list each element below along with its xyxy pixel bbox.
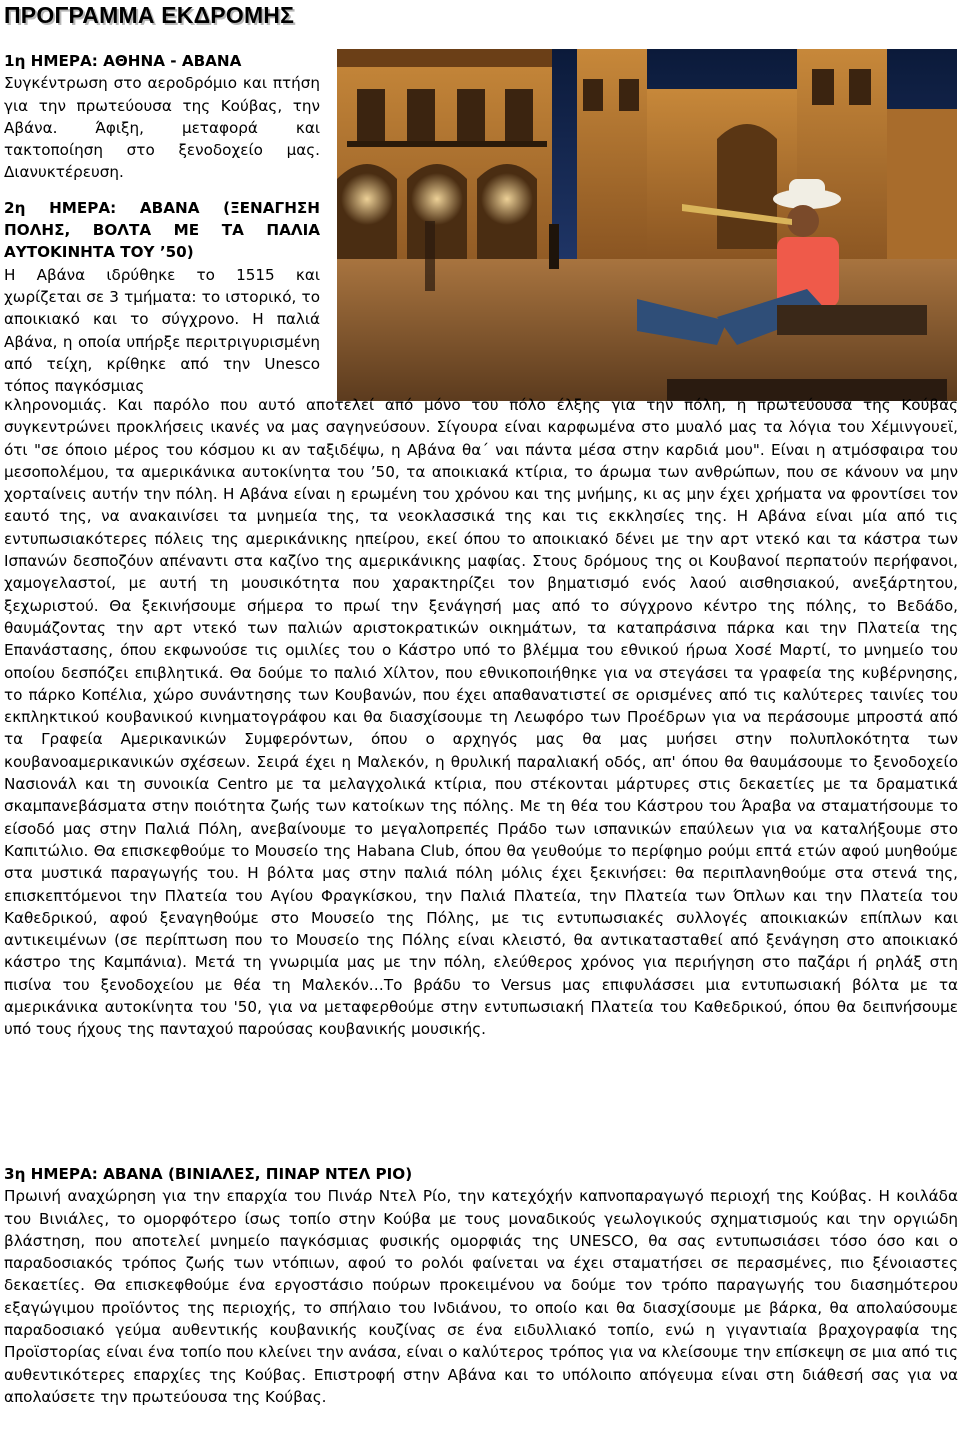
day1-text: Συγκέντρωση στο αεροδρόμιο και πτήση για την πρωτεύουσα της Κούβας, την Αβάνα. Άφιξη, μεταφορά και τακτοποίηση στο ξενοδοχείο μας. Διανυκτέρευση.: [4, 74, 320, 182]
havana-cathedral-photo: [337, 49, 957, 401]
day3-heading: 3η ΗΜΕΡΑ: ΑΒΑΝΑ (ΒΙΝΙΑΛΕΣ, ΠΙΝΑΡ ΝΤΕΛ ΡΙΟ): [4, 1165, 413, 1183]
day1-heading: 1η ΗΜΕΡΑ: ΑΘΗΝΑ - ΑΒΑΝΑ: [4, 52, 242, 70]
day3-section: [4, 1163, 958, 1408]
day2-heading: 2η ΗΜΕΡΑ: ΑΒΑΝΑ (ΞΕΝΑΓΗΣΗ ΠΟΛΗΣ, ΒΟΛΤΑ ΜΕ ΤΑ ΠΑΛΙΑ ΑΥΤΟΚΙΝΗΤΑ ΤΟΥ ’50): [4, 198, 320, 262]
day2-intro: Η Αβάνα ιδρύθηκε το 1515 και χωρίζεται σε 3 τμήματα: το ιστορικό, το αποικιακό και το σύγχρονο. Η παλιά Αβάνα, η οποία υπήρξε περιτριγυρισμένη από τείχη, κρίθηκε από την Unesco τόπος παγκόσμιας: [4, 265, 320, 396]
day2-continuation-block: [4, 394, 958, 1041]
day3-text: Πρωινή αναχώρηση για την επαρχία του Πινάρ Ντελ Ρίο, την κατεχόχήν καπνοπαραγωγό περιοχή της Κούβας. Η κοιλάδα του Βινιάλες, το ομορφότερο ίσως τοπίο στην Κούβα με τους μοναδικούς γεωλογικούς σχηματισμούς και την οργιώδη βλάστηση, που αποτελεί μνημείο παγκόσμιας φυσικής ομορφιάς της UNESCO, θα σας εντυπωσιάσει τόσο όσο και ο παραδοσιακός τρόπος ζωής των ντόπιων, αφού το ρολόι φαίνεται να έχει σταματήσει σε περασμένες, πιο ξένοιαστες δεκαετίες. Θα επισκεφθούμε ένα εργοστάσιο πούρων προκειμένου να δούμε τον τρόπο παραγωγής του διασημότερου εξαγώγιμου προϊόντος της περιοχής, το σπήλαιο του Ινδιάνου, το οποίο και θα διασχίσουμε με βάρκα, θα απολαύσουμε παραδοσιακό γεύμα αυθεντικής κουβανικής κουζίνας σε ένα ειδυλλιακό τοπίο, ενώ η γιγαντιαία βραχογραφία της Προϊστορίας είναι ένα τοπίο που κλείνει την ανάσα, είναι ο καλύτερος τρόπος για να κλείσουμε την επίσκεψη σε μια από τις αυθεντικότερες επαρχίες της Κούβας. Επιστροφή στην Αβάνα και το υπόλοιπο απόγευμα είναι στη διάθεσή σας για να απολαύσετε την πρωτεύουσα της Κούβας.: [4, 1187, 958, 1406]
page-title: ΠΡΟΓΡΑΜΜΑ ΕΚΔΡΟΜΗΣ: [4, 2, 295, 28]
top-left-column: [4, 50, 320, 397]
day2-continuation: κληρονομιάς. Και παρόλο που αυτό αποτελεί από μόνο του πόλο έλξης για την πόλη, η πρωτεύουσα της Κούβας συγκεντρώνει προκλήσεις ικανές να μας σαγηνεύσουν. Σίγουρα είναι καρφωμένα στο μυαλό μας τα λόγια του Χέμινγουεϊ, ότι "σε όποιο μέρος του κόσμου κι αν ταξιδέψω, η Αβάνα θα΄ ναι πάντα μέσα στην καρδιά μου". Είναι η ατμόσφαιρα του μεσοπολέμου, τα αμερικάνικα αυτοκίνητα του ’50, τα αποικιακά κτίρια, το άρωμα των ανθρώπων, που σε κάνουν να μην χορταίνεις αυτήν την πόλη. Η Αβάνα είναι η ερωμένη του χρόνου και της μνήμης, κι ας μην έχει χρήματα να φροντίσει τον εαυτό της, να ανακαινίσει τα μνημεία της, τα νεοκλασσικά της και τις εκκλησίες της. Η Αβάνα είναι μία από τις εντυπωσιακότερες πόλεις της αμερικάνικης ηπείρου, εκεί όπου το αποικιακό δένει με την αρτ ντεκό και τα κάστρα των Ισπανών δεσποζόυν απέναντι στα καζίνο της αμερικάνικης μαφίας. Στους δρόμους της οι Κουβανοί περπατούν περήφανοι, χαμογελαστοί, με αυτή τη μουσικότητα που χαρακτηρίζει τον βηματισμό ενός λαού αισθησιακού, ανεξάρτητου, ξεχωριστού. Θα ξεκινήσουμε σήμερα το πρωί την ξενάγησή μας από το σύγχρονο κέντρο της πόλης, το Βεδάδο, θαυμάζοντας την αρτ ντεκό των παλιών αριστοκρατικών οικημάτων, τα καταπράσινα πάρκα και την Πλατεία της Επανάστασης, όπου εκφωνούσε τις ομιλίες του ο Κάστρο υπό το βλέμμα του εθνικού ήρωα Χοσέ Μαρτί, το μνημείο του οποίου δεσπόζει επιβλητικά. Θα δούμε το παλιό Χίλτον, που εθνικοποιήθηκε για να στεγάσει τα γραφεία της κυβέρνησης, το πάρκο Κοπέλια, χώρο συνάντησης των Κουβανών, που έχει απαθανατιστεί σε ορισμένες από τις καλύτερες ταινίες του εκπληκτικού κουβανικού κινηματογράφου και θα διασχίσουμε τη Λεωφόρο των Προέδρων για να περάσουμε μπροστά από τα Γραφεία Αμερικανικών Συμφερόντων, όπου ο αρχηγός μας θα μας μυήσει στην πολυπλοκότητα των κουβανοαμερικανικών σχέσεων. Σειρά έχει η Μαλεκόν, η θρυλική παραλιακή οδός, απ' όπου θα θαυμάσουμε το ξενοδοχείο Νασιονάλ και τη συνοικία Centro με τα μελαγχολικά κτίρια, που στέκονται μάρτυρες στις δεκαετίες με τα δραματικά σκαμπανεβάσματα στην ποιότητα ζωής των κατοίκων της πόλης. Με τη θέα του Κάστρου του Άραβα να σταματήσουμε το είσοδό μας στην Παλιά Πόλη, ανεβαίνουμε το μεγαλοπρεπές Πράδο των ισπανικών επαύλεων για να καταλήξουμε στο Καπιτώλιο. Θα επισκεφθούμε το Μουσείο της Habana Club, όπου θα γευθούμε το περίφημο ρούμι επτά ετών αφού μυηθούμε στα μυστικά παραγωγής του. Η βόλτα μας στην παλιά πόλη μόλις έχει ξεκινήσει: θα περιπλανηθούμε στα στενά της, επισκεπτόμενοι την Πλατεία του Αγίου Φραγκίσκου, την Παλιά Πλατεία, την Πλατεία των Όπλων και την Πλατεία του Καθεδρικού, αφού ξεναγηθούμε στο Μουσείο της Πόλης, με τις εντυπωσιακές συλλογές αποικιακών επίπλων και αντικειμένων (σε περίπτωση που το Μουσείο της Πόλης είναι κλειστό, θα αντικατασταθεί από ξενάγηση στο αποικιακό κάστρο της Καμπάνια). Μετά τη γνωριμία μας με την πόλη, ελεύθερος χρόνος για περιήγηση στο παζάρι ή ρηλάξ στη πισίνα του ξενοδοχείου με θέα τη Μαλεκόν…Το βράδυ το Versus μας επιφυλάσσει μια εντυπωσιακή βόλτα με τα αμερικάνικα αυτοκίνητα του '50, για να μεταφερθούμε στην εντυπωσιακή Πλατεία του Καθεδρικού, όπου θα δειπνήσουμε υπό τους ήχους της πανταχού παρούσας κουβανικής μουσικής.: [4, 396, 958, 1039]
